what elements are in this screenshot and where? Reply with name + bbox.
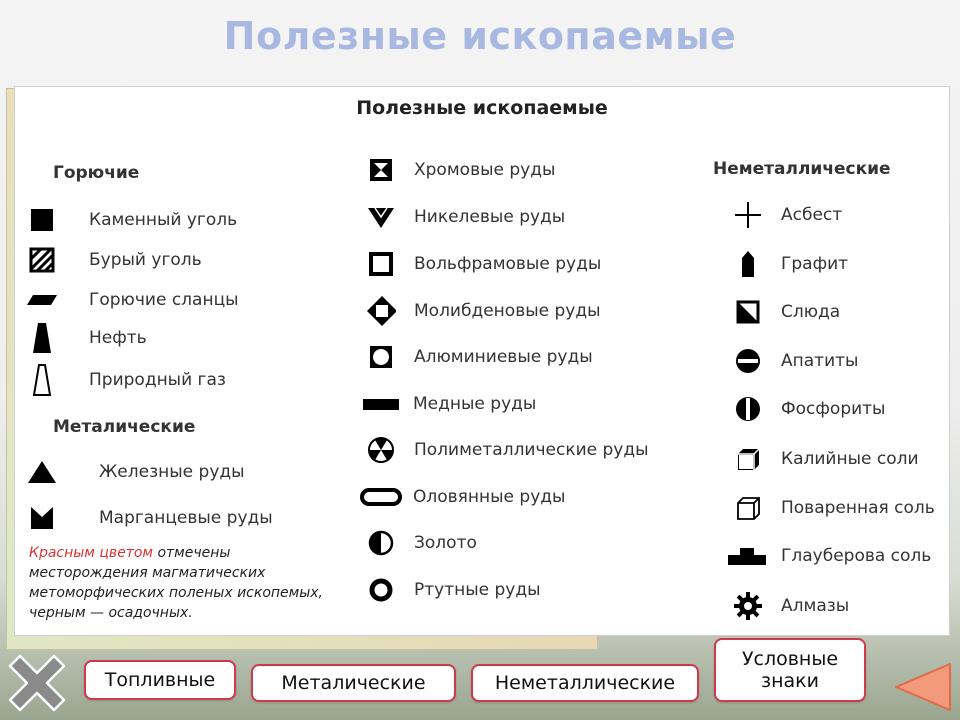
- legend-item: [733, 493, 935, 523]
- square-outline-icon: [366, 249, 396, 279]
- nonmetal-heading: Неметаллические: [713, 159, 891, 179]
- legend-item-label: Асбест: [781, 205, 843, 225]
- legend-item: [733, 249, 848, 279]
- legend-item: [366, 155, 555, 185]
- legend-item: [27, 365, 226, 395]
- legend-item: [733, 394, 885, 424]
- legend-item-label: Ртутные руды: [414, 580, 541, 600]
- legend-item: [366, 435, 649, 465]
- legend-item: [733, 200, 842, 230]
- legend-item: [366, 296, 601, 326]
- legend-item-label: Графит: [781, 254, 849, 274]
- legend-item: [733, 591, 849, 621]
- arrow-left-icon: [892, 662, 954, 712]
- legend-item: [366, 528, 477, 558]
- legend-item-label: Алмазы: [781, 596, 850, 616]
- legend-button[interactable]: Условные знаки: [714, 638, 866, 702]
- legend-item-label: Поваренная соль: [781, 498, 935, 518]
- legend-item-label: Бурый уголь: [89, 250, 202, 270]
- legend-item: [27, 285, 239, 315]
- legend-item: [27, 245, 202, 275]
- legend-item: [27, 457, 245, 487]
- legend-item: [366, 575, 541, 605]
- legend-item-label: Железные руды: [99, 462, 245, 482]
- legend-item: [366, 202, 565, 232]
- triangle-filled-icon: [27, 457, 57, 487]
- legend-item-label: Нефть: [89, 328, 147, 348]
- pencil-tip-icon: [733, 249, 763, 279]
- legend-card: [14, 86, 950, 636]
- page-title: Полезные ископаемые: [223, 14, 737, 58]
- legend-item-label: Калийные соли: [781, 449, 919, 469]
- bar-filled-icon: [361, 389, 401, 419]
- notched-square-icon: [27, 503, 57, 533]
- legend-item-label: Природный газ: [89, 370, 226, 390]
- legend-title: Полезные ископаемые: [356, 97, 608, 119]
- diamond-square-icon: [366, 296, 396, 326]
- legend-item-label: Марганцевые руды: [99, 508, 273, 528]
- trapezoid-outline-icon: [27, 365, 57, 395]
- legend-item: [361, 389, 536, 419]
- plus-icon: [733, 200, 763, 230]
- legend-item-label: Полиметаллические руды: [414, 440, 649, 460]
- legend-item-label: Молибденовые руды: [414, 301, 601, 321]
- metal-heading: Металические: [53, 417, 196, 437]
- legend-item: [27, 503, 273, 533]
- radiation-circle-icon: [366, 435, 396, 465]
- legend-item: [359, 482, 565, 512]
- fuel-heading: Горючие: [53, 163, 140, 183]
- half-circle-icon: [366, 528, 396, 558]
- minus-circle-icon: [733, 346, 763, 376]
- legend-item-label: Слюда: [781, 302, 841, 322]
- back-arrow-button[interactable]: [892, 662, 954, 712]
- rounded-bar-outline-icon: [359, 482, 403, 512]
- triple-triangle-icon: [366, 202, 396, 232]
- legend-item-label: Оловянные руды: [413, 487, 566, 507]
- cube-outline-icon: [733, 493, 763, 523]
- note-red-text: Красным цветом: [29, 545, 153, 561]
- legend-item-label: Каменный уголь: [89, 210, 238, 230]
- step-block-icon: [727, 541, 767, 571]
- legend-item-label: Глауберова соль: [781, 546, 932, 566]
- legend-item-label: Вольфрамовые руды: [414, 254, 602, 274]
- nonmetal-button[interactable]: Неметаллические: [471, 664, 699, 702]
- legend-item-label: Горючие сланцы: [89, 290, 239, 310]
- square-hatched-icon: [27, 245, 57, 275]
- legend-item: [366, 342, 593, 372]
- legend-item: [366, 249, 601, 279]
- legend-item: [733, 346, 858, 376]
- note-text: отмечены месторождения магматических метоморфических поленых ископемых, черным — осадочных.: [29, 545, 324, 621]
- gear-icon: [733, 591, 763, 621]
- hourglass-square-icon: [366, 155, 396, 185]
- legend-item: [727, 541, 931, 571]
- close-button[interactable]: [6, 650, 68, 716]
- trapezoid-filled-icon: [27, 323, 57, 353]
- legend-item-label: Фосфориты: [781, 399, 886, 419]
- legend-item-label: Золото: [414, 533, 477, 553]
- legend-item-label: Никелевые руды: [414, 207, 566, 227]
- legend-item-label: Алюминиевые руды: [414, 347, 593, 367]
- legend-item: [27, 205, 237, 235]
- diagonal-square-icon: [733, 297, 763, 327]
- split-circle-icon: [733, 394, 763, 424]
- cube-filled-icon: [733, 444, 763, 474]
- legend-item-label: Хромовые руды: [414, 160, 556, 180]
- ring-icon: [366, 575, 396, 605]
- parallelogram-icon: [27, 285, 57, 315]
- legend-item-label: Медные руды: [413, 394, 537, 414]
- close-icon: [6, 650, 68, 716]
- metal-button[interactable]: Металические: [251, 664, 456, 702]
- legend-item: [733, 444, 919, 474]
- legend-item-label: Апатиты: [781, 351, 859, 371]
- legend-item: [733, 297, 840, 327]
- square-filled-icon: [27, 205, 57, 235]
- legend-item: [27, 323, 147, 353]
- legend-note: [29, 543, 349, 623]
- circle-in-square-icon: [366, 342, 396, 372]
- fuel-button[interactable]: Топливные: [84, 660, 236, 700]
